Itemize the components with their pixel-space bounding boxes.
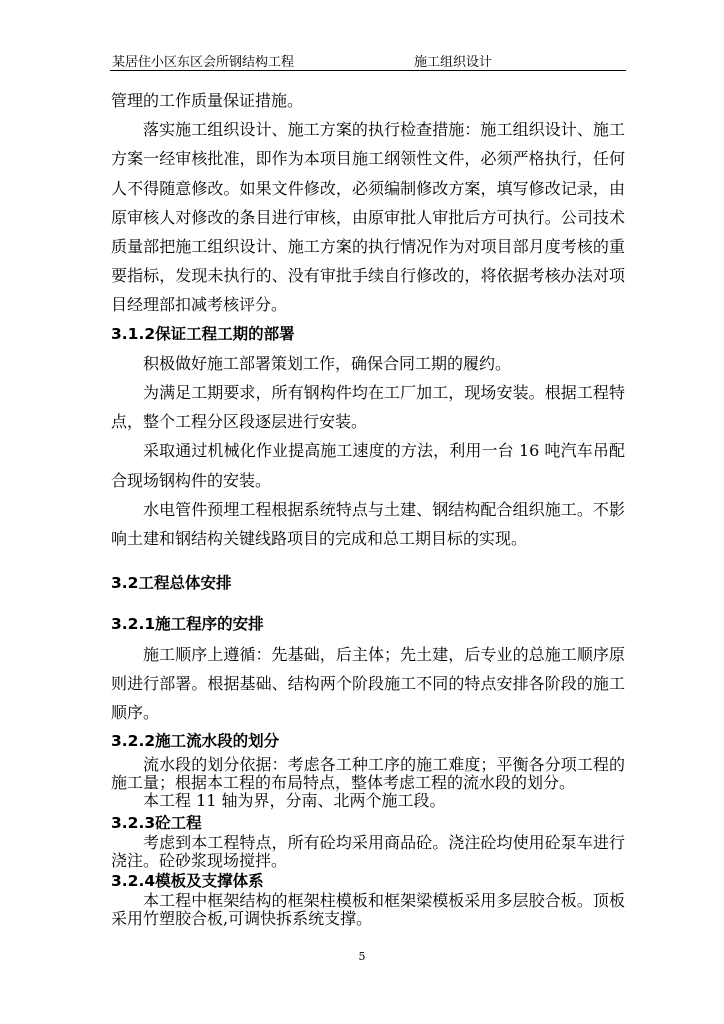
paragraph: 采取通过机械化作业提高施工速度的方法，利用一台 16 吨汽车吊配合现场钢构件的安装。 (111, 441, 625, 490)
section-heading: 3.2.2施工流水段的划分 (111, 732, 280, 751)
section-heading: 3.2.1施工程序的安排 (111, 615, 264, 634)
section-heading: 3.2.3砼工程 (111, 814, 202, 833)
compact-section (111, 756, 625, 928)
section-heading: 3.2工程总体安排 (111, 574, 232, 593)
page-header (112, 51, 624, 69)
header-document-title: 施工组织设计 (414, 54, 493, 69)
paragraph: 落实施工组织设计、施工方案的执行检查措施：施工组织设计、施工方案一经审核批准，即作为本项目施工纲领性文件，必须严格执行，任何人不得随意修改。如果文件修改，必须编制修改方案，填写修改记录，由原审核人对修改的条目进行审核，由原审批人审批后方可执行。公司技术质量部把施工组织设计、施工方案的执行情况作为对项目部月度考核的重要指标，发现未执行的、没有审批手续自行修改的，将依据考核办法对项目经理部扣减考核评分。 (111, 120, 625, 315)
header-divider (110, 70, 626, 71)
paragraph: 水电管件预埋工程根据系统特点与土建、钢结构配合组织施工。不影响土建和钢结构关键线路项目的完成和总工期目标的实现。 (111, 499, 625, 549)
header-project-name: 某居住小区东区会所钢结构工程 (112, 54, 295, 69)
paragraph: 考虑到本工程特点，所有砼均采用商品砼。浇注砼均使用砼泵车进行浇注。砼砂浆现场搅拌。 (111, 833, 625, 871)
section-heading: 3.2.4模板及支撑体系 (111, 872, 264, 891)
document-body (111, 86, 625, 928)
section-heading: 3.1.2保证工程工期的部署 (111, 324, 295, 343)
paragraph: 积极做好施工部署策划工作，确保合同工期的履约。 (143, 353, 512, 373)
paragraph: 流水段的划分依据：考虑各工种工序的施工难度；平衡各分项工程的施工量；根据本工程的布局特点，整体考虑工程的流水段的划分。 (111, 755, 625, 793)
page-number: 5 (358, 950, 366, 963)
paragraph: 施工顺序上遵循：先基础，后主体；先土建，后专业的总施工顺序原则进行部署。根据基础、结构两个阶段施工不同的特点安排各阶段的施工顺序。 (111, 644, 625, 723)
paragraph: 本工程中框架结构的框架柱模板和框架梁模板采用多层胶合板。顶板采用竹塑胶合板,可调快拆系统支撑。 (111, 891, 625, 929)
paragraph: 本工程 11 轴为界，分南、北两个施工段。 (143, 791, 446, 811)
paragraph: 为满足工期要求，所有钢构件均在工厂加工，现场安装。根据工程特点，整个工程分区段逐层进行安装。 (111, 383, 625, 432)
paragraph: 管理的工作质量保证措施。 (111, 91, 304, 110)
